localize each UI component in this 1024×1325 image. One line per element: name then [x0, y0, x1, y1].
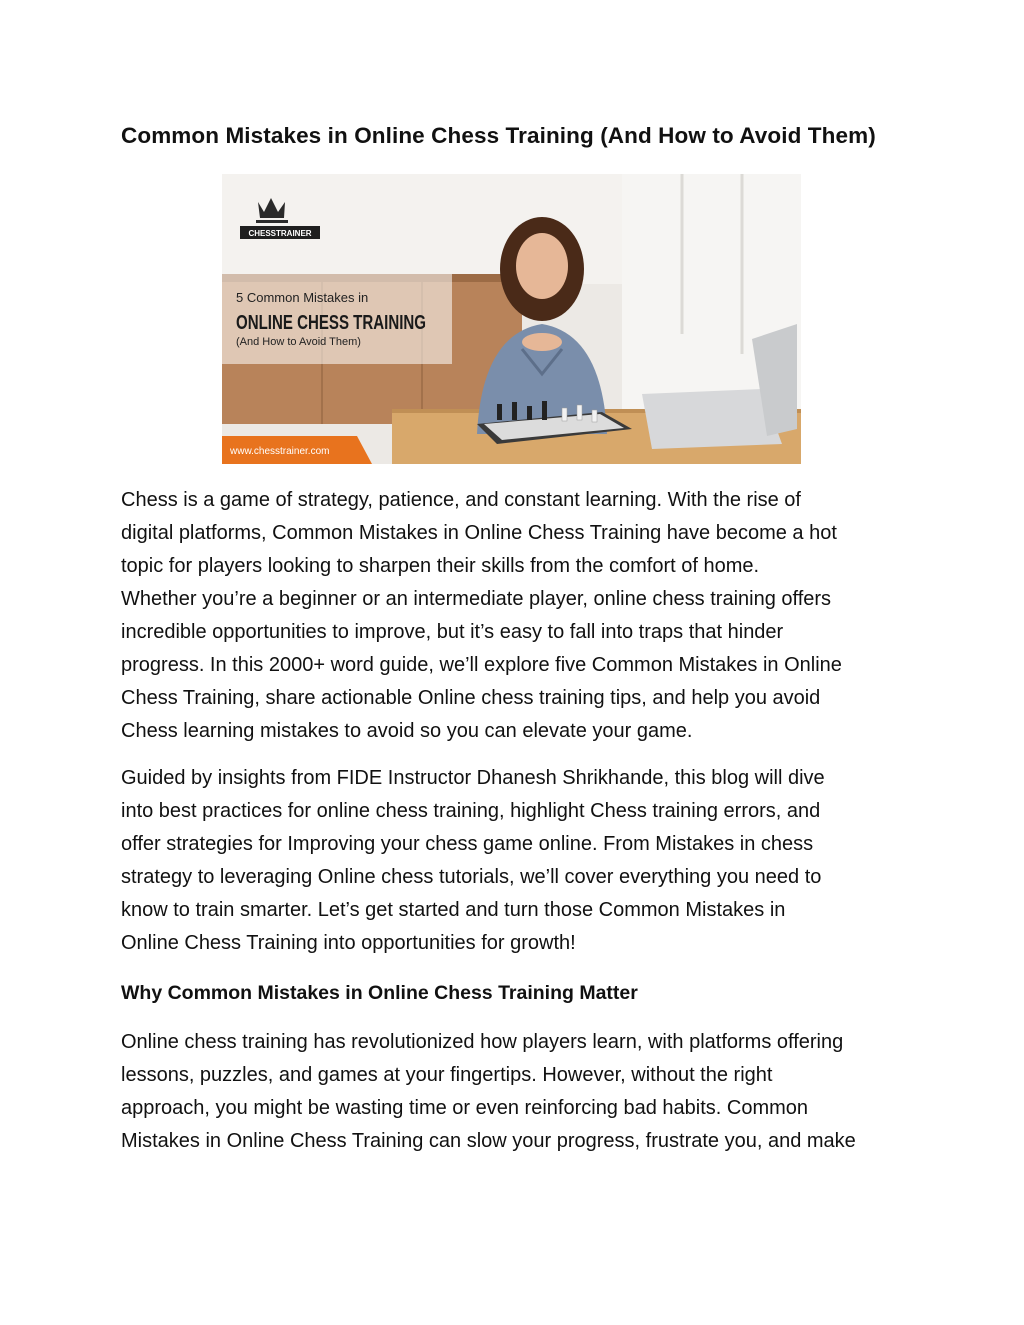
- text-line: Online chess training has revolutionized how players learn, with platforms offering: [121, 1031, 844, 1053]
- hero-headline: ONLINE CHESS TRAINING: [236, 312, 426, 334]
- text-line: topic for players looking to sharpen their skills from the comfort of home.: [121, 555, 760, 577]
- page-title: Common Mistakes in Online Chess Training (And How to Avoid Them): [121, 123, 876, 148]
- text-line: Online Chess Training into opportunities for growth!: [121, 932, 576, 954]
- text-line: strategy to leveraging Online chess tutorials, we’ll cover everything you need to: [121, 866, 822, 888]
- text-line: progress. In this 2000+ word guide, we’ll explore five Common Mistakes in Online: [121, 654, 842, 676]
- text-line: incredible opportunities to improve, but it’s easy to fall into traps that hinder: [121, 621, 784, 643]
- hero-image: [222, 174, 801, 464]
- paragraph-guided: [121, 762, 911, 960]
- text-line: Guided by insights from FIDE Instructor Dhanesh Shrikhande, this blog will dive: [121, 767, 825, 789]
- hero-subhead: (And How to Avoid Them): [236, 336, 361, 348]
- text-line: Whether you’re a beginner or an intermediate player, online chess training offers: [121, 588, 832, 610]
- text-line: lessons, puzzles, and games at your fingertips. However, without the right: [121, 1064, 773, 1086]
- text-line: digital platforms, Common Mistakes in Online Chess Training have become a hot: [121, 522, 837, 544]
- text-line: approach, you might be wasting time or even reinforcing bad habits. Common: [121, 1097, 809, 1119]
- text-line: Mistakes in Online Chess Training can slow your progress, frustrate you, and make: [121, 1130, 856, 1152]
- paragraph-why: [121, 1026, 911, 1158]
- hero-kicker: 5 Common Mistakes in: [236, 290, 369, 305]
- text-line: Chess Training, share actionable Online chess training tips, and help you avoid: [121, 687, 821, 709]
- text-line: Chess learning mistakes to avoid so you can elevate your game.: [121, 720, 693, 742]
- text-line: know to train smarter. Let’s get started and turn those Common Mistakes in: [121, 899, 786, 921]
- section-heading: Why Common Mistakes in Online Chess Training Matter: [121, 982, 638, 1004]
- text-line: offer strategies for Improving your chess game online. From Mistakes in chess: [121, 833, 814, 855]
- logo-text: CHESSTRAINER: [248, 229, 312, 238]
- hero-url: www.chesstrainer.com: [230, 446, 330, 457]
- paragraph-intro: [121, 484, 911, 748]
- text-line: into best practices for online chess training, highlight Chess training errors, and: [121, 800, 821, 822]
- text-line: Chess is a game of strategy, patience, and constant learning. With the rise of: [121, 489, 801, 511]
